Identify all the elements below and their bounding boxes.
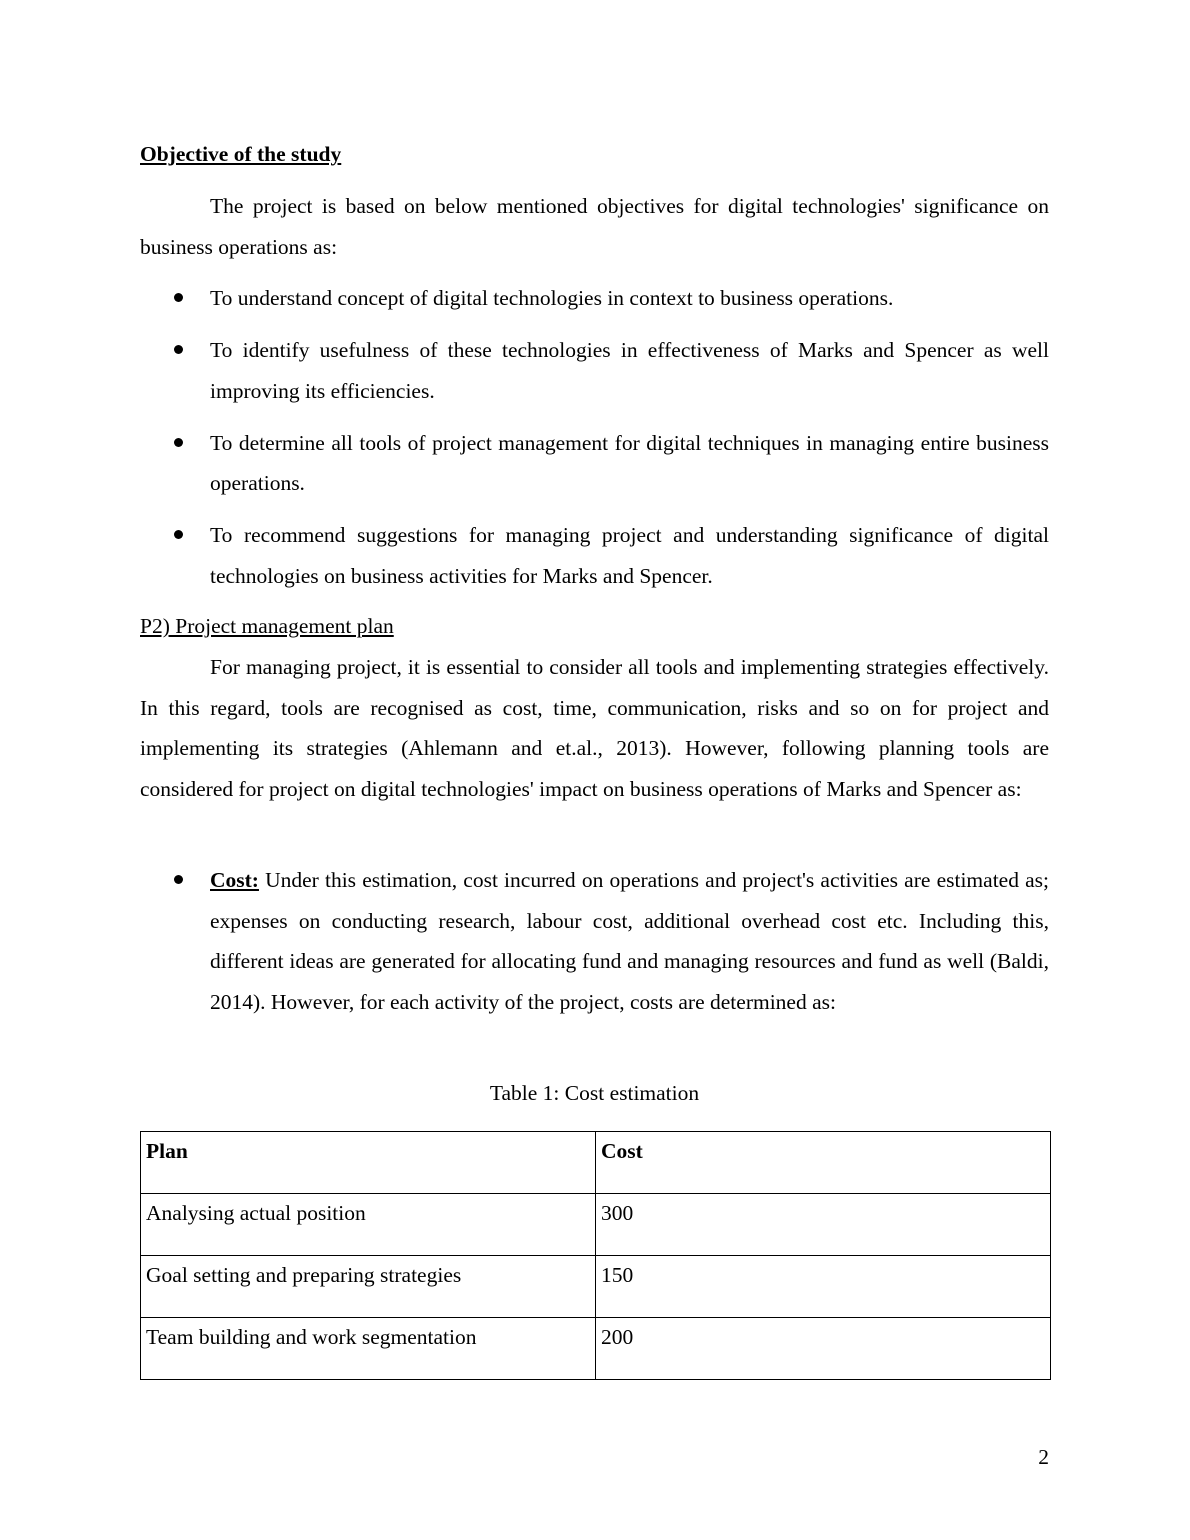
table-cell-plan: Team building and work segmentation xyxy=(141,1318,596,1380)
objective-intro-paragraph: The project is based on below mentioned objectives for digital technologies' significance on business operations as: xyxy=(140,194,1049,259)
list-item xyxy=(140,330,1049,411)
document-page xyxy=(140,0,1049,1540)
objective-list xyxy=(140,278,1049,608)
table-row xyxy=(141,1256,1051,1318)
list-item xyxy=(140,860,1049,1022)
list-item-text: To determine all tools of project management for digital techniques in managing entire business operations. xyxy=(210,430,1049,495)
list-item-text: To understand concept of digital technologies in context to business operations. xyxy=(210,286,894,310)
header-cell-cost: Cost xyxy=(596,1132,1051,1194)
list-item-text: To identify usefulness of these technologies in effectiveness of Marks and Spencer as well improving its efficiencies. xyxy=(210,338,1049,403)
table-header-row xyxy=(141,1132,1051,1194)
cost-estimation-table xyxy=(140,1131,1051,1380)
table-row xyxy=(141,1318,1051,1380)
list-item-text: To recommend suggestions for managing project and understanding significance of digital technologies on business activities for Marks and Spencer. xyxy=(210,523,1049,588)
table-caption: Table 1: Cost estimation xyxy=(489,1081,700,1105)
table-cell-plan: Goal setting and preparing strategies xyxy=(141,1256,596,1318)
bullet-icon xyxy=(174,345,183,354)
bullet-icon xyxy=(174,530,183,539)
bullet-icon xyxy=(174,875,183,884)
planning-tools-list xyxy=(140,860,1049,1034)
cost-label: Cost: xyxy=(210,868,259,892)
list-item xyxy=(140,515,1049,596)
bullet-icon xyxy=(174,438,183,447)
table-cell-plan: Analysing actual position xyxy=(141,1194,596,1256)
objective-heading: Objective of the study xyxy=(140,142,342,166)
bullet-icon xyxy=(174,293,183,302)
table-cell-cost: 200 xyxy=(596,1318,1051,1380)
project-plan-paragraph: For managing project, it is essential to consider all tools and implementing strategies effectively. In this regard, tools are recognised as cost, time, communication, risks and so on for project and implementing its strategies (Ahlemann and et.al., 2013). However, following planning tools are considered for project on digital technologies' impact on business operations of Marks and Spencer as: xyxy=(140,655,1049,801)
list-item xyxy=(140,423,1049,504)
table-cell-cost: 300 xyxy=(596,1194,1051,1256)
table-cell-cost: 150 xyxy=(596,1256,1051,1318)
table-row xyxy=(141,1194,1051,1256)
header-cell-plan: Plan xyxy=(141,1132,596,1194)
list-item xyxy=(140,278,1049,319)
page-number: 2 xyxy=(1038,1445,1049,1469)
cost-description: Under this estimation, cost incurred on operations and project's activities are estimated as; expenses on conducting research, labour cost, additional overhead cost etc. Including this, different ideas are generated for allocating fund and managing resources and fund as well (Baldi, 2014). However, for each activity of the project, costs are determined as: xyxy=(210,868,1049,1014)
project-plan-heading: P2) Project management plan xyxy=(140,614,394,638)
